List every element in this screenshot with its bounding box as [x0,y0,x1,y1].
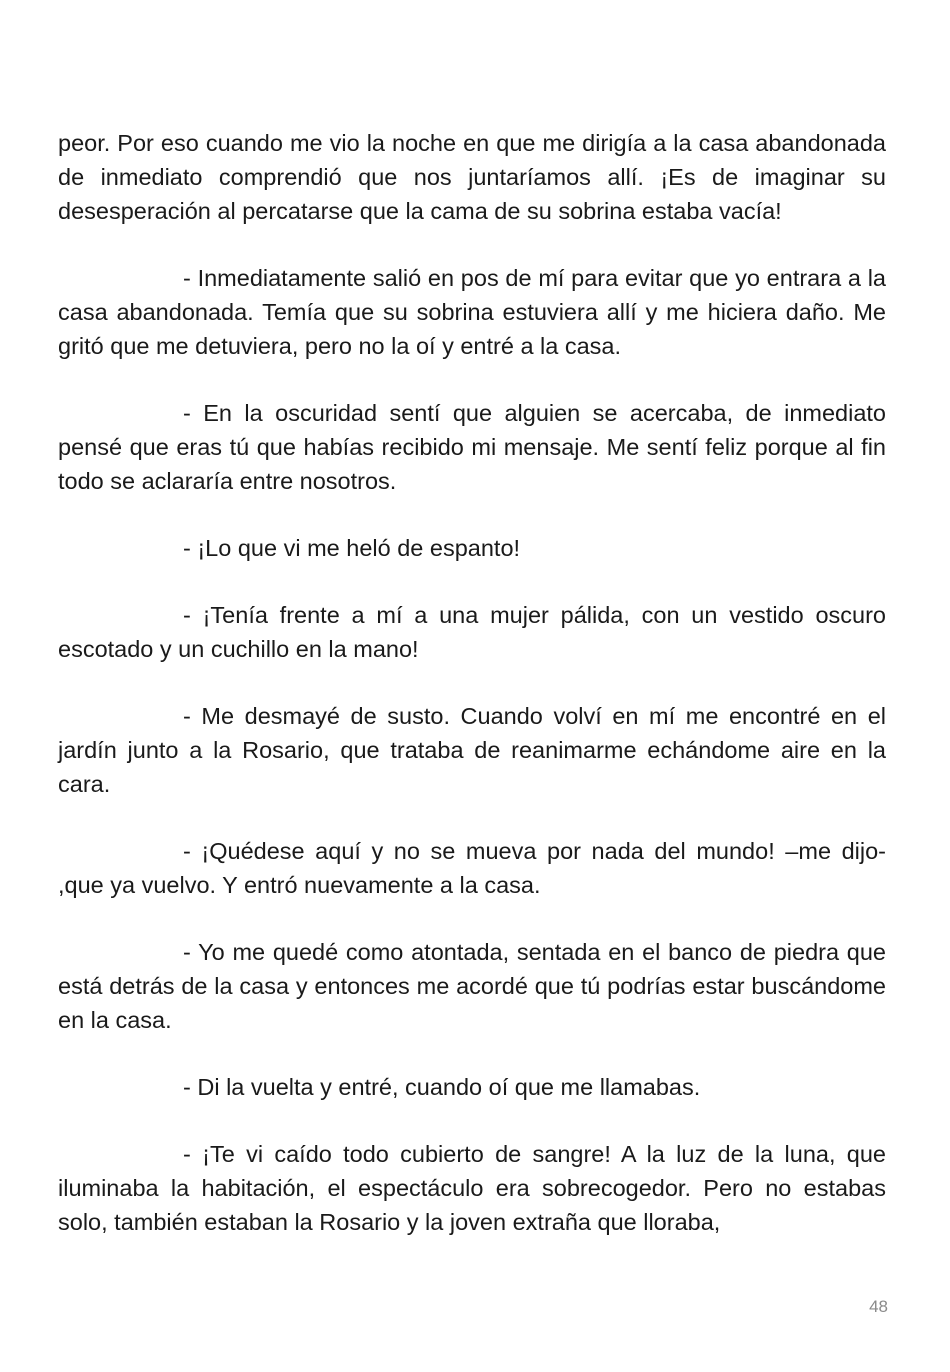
paragraph-7: - ¡Quédese aquí y no se mueva por nada del mundo! –me dijo- ,que ya vuelvo. Y entró nuevamente a la casa. [58,838,886,898]
page-number: 48 [869,1297,888,1316]
page-body-text [58,126,886,1272]
paragraph-2: - Inmediatamente salió en pos de mí para evitar que yo entrara a la casa abandonada. Temía que su sobrina estuviera allí y me hiciera daño. Me gritó que me detuviera, pero no la oí y entré a la casa. [58,265,886,359]
paragraph-6: - Me desmayé de susto. Cuando volví en mí me encontré en el jardín junto a la Rosario, que trataba de reanimarme echándome aire en la cara. [58,703,886,797]
paragraph-10: - ¡Te vi caído todo cubierto de sangre! A la luz de la luna, que iluminaba la habitación, el espectáculo era sobrecogedor. Pero no estabas solo, también estaban la Rosario y la joven extraña que lloraba, [58,1141,886,1235]
paragraph-3: - En la oscuridad sentí que alguien se acercaba, de inmediato pensé que eras tú que habías recibido mi mensaje. Me sentí feliz porque al fin todo se aclararía entre nosotros. [58,400,886,494]
paragraph-9: - Di la vuelta y entré, cuando oí que me llamabas. [183,1074,701,1100]
paragraph-1: peor. Por eso cuando me vio la noche en que me dirigía a la casa abandonada de inmediato comprendió que nos juntaríamos allí. ¡Es de imaginar su desesperación al percatarse que la cama de su sobrina estaba vacía! [58,130,886,224]
paragraph-4: - ¡Lo que vi me heló de espanto! [183,535,521,561]
paragraph-5: - ¡Tenía frente a mí a una mujer pálida, con un vestido oscuro escotado y un cuchillo en la mano! [58,602,886,662]
paragraph-8: - Yo me quedé como atontada, sentada en el banco de piedra que está detrás de la casa y entonces me acordé que tú podrías estar buscándome en la casa. [58,939,886,1033]
